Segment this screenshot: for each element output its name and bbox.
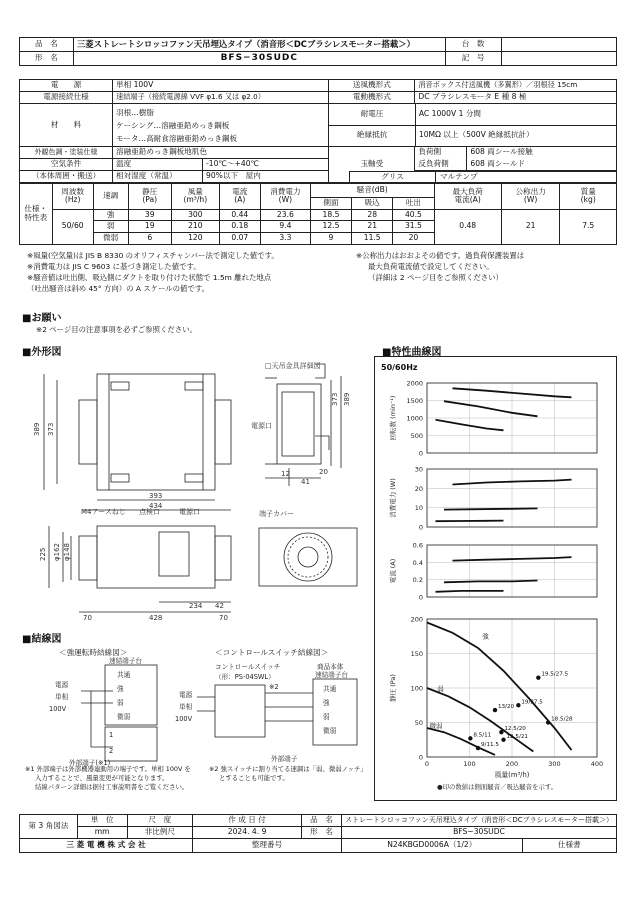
table-row: 50/60 強 39 300 0.44 23.6 18.5 28 40.5 0.48 21 7.5 — [20, 209, 617, 221]
notes-left: ※風量(空気量)は JIS B 8330 のオリフィスチャンバー法で測定した値です。 ※消費電力は JIS C 9603 に基づき測定した値です。 ※騒音値は吐出側、吸込側にダクトを取り付けた状態で 1.5m 離れた地点 （吐出騒音は斜め 45° 方向）の A スケールの値です。 — [27, 251, 279, 293]
svg-text:20: 20 — [319, 468, 328, 476]
spec-sub-key: 負荷側 — [415, 147, 467, 159]
svg-text:電源: 電源 — [55, 681, 69, 689]
symbol-label: 記 号 — [445, 52, 501, 66]
outline-top-body — [97, 374, 215, 490]
x-tick-label: 400 — [590, 760, 604, 768]
spec-materials: 羽根…樹脂 ケーシング…溶融亜鉛めっき鋼板 モータ…高耐食溶融亜鉛めっき鋼板 — [113, 104, 329, 147]
svg-text:373: 373 — [47, 422, 55, 436]
svg-text:434: 434 — [149, 502, 163, 510]
table-row: 微弱 6 120 0.07 3.3 9 11.5 20 — [20, 233, 617, 245]
name-label: 品 名 — [20, 38, 74, 52]
series-line — [427, 623, 572, 751]
svg-text:1: 1 — [109, 731, 114, 739]
wiring-left-terminal-box — [105, 665, 157, 725]
y-axis-label: 電流 (A) — [389, 558, 397, 584]
spec-sub-key: 反負荷側 — [415, 159, 467, 171]
wiring-title: ■結線図 — [22, 634, 62, 645]
spec-key: 玉軸受 — [329, 147, 415, 183]
svg-text:※2: ※2 — [269, 683, 279, 691]
svg-text:微弱: 微弱 — [323, 727, 337, 735]
y-axis-label: 回転数 (min⁻¹) — [389, 395, 397, 441]
spec-value: -10℃〜+40℃ — [203, 159, 329, 171]
characteristic-chart — [375, 357, 616, 800]
svg-text:100V: 100V — [175, 715, 193, 723]
y-tick-label: 0.4 — [412, 558, 423, 567]
y-tick-label: 100 — [410, 684, 423, 693]
svg-text:389: 389 — [33, 422, 41, 436]
wiring-left-title: ＜強運転時結線図＞ — [59, 648, 128, 657]
svg-text:373: 373 — [331, 392, 339, 406]
svg-text:φ148: φ148 — [63, 543, 71, 561]
outline-top-outlet — [215, 400, 231, 464]
spec-value: 消音ボックス付送風機（多翼形）／羽根径 15cm — [415, 80, 617, 92]
spec-value: 溶融亜鉛めっき鋼板地肌色 — [113, 147, 329, 159]
count-value — [501, 38, 616, 52]
svg-text:強: 強 — [323, 699, 330, 707]
y-tick-label: 1000 — [406, 414, 423, 423]
y-tick-label: 0 — [418, 593, 423, 602]
data-point — [546, 720, 550, 724]
spec-value: AC 1000V 1 分間 — [415, 104, 616, 125]
product-name: 三菱ストレートシロッコファン天吊埋込タイプ（消音形＜DCブラシレスモーター搭載＞） — [73, 38, 445, 52]
data-label: 8.5/11 — [473, 732, 492, 739]
data-point — [501, 738, 505, 742]
svg-text:弱: 弱 — [323, 713, 330, 721]
svg-text:234: 234 — [189, 602, 203, 610]
y-tick-label: 1500 — [406, 397, 423, 405]
header-table — [19, 37, 617, 66]
svg-text:外部端子: 外部端子 — [271, 755, 298, 763]
wiring-right-title: ＜コントロールスイッチ結線図＞ — [215, 648, 329, 657]
svg-text:393: 393 — [149, 492, 163, 500]
svg-text:単相: 単相 — [179, 703, 193, 711]
x-tick-label: 300 — [548, 760, 561, 768]
outline-title: ■外形図 — [22, 347, 62, 358]
y-tick-label: 200 — [410, 615, 423, 624]
svg-text:コントロールスイッチ: コントロールスイッチ — [215, 663, 281, 671]
curve-label: 弱 — [437, 684, 444, 693]
svg-text:225: 225 — [39, 547, 47, 561]
spec-key: 絶縁抵抗 — [329, 125, 415, 146]
data-label: 19/27.5 — [521, 699, 543, 706]
curve-label: 強 — [482, 632, 489, 641]
notes-right: ※公称出力はおおよその値です。過負荷保護装置は 最大負荷電流値で設定してください。 （詳細は 2 ページ目をご参照ください） — [356, 251, 525, 282]
svg-text:電源: 電源 — [179, 691, 193, 699]
perf-label: 仕様・ 特性表 — [20, 184, 53, 245]
spec-value: 608 両シールド — [467, 159, 617, 171]
control-switch-box — [215, 685, 265, 737]
svg-text:70: 70 — [219, 614, 228, 622]
svg-text:70: 70 — [83, 614, 92, 622]
outline-label: M4アースねじ — [81, 508, 126, 516]
svg-text:単相: 単相 — [55, 693, 69, 701]
footer-table: 第 3 角図法 単 位 尺 度 作 成 日 付 品 名 ストレートシロッコファン天吊埋込タイプ（消音形＜DCブラシレスモーター搭載＞） mm 非比例尺 2024. 4. 9 形 名 BFS−30SUDC 三 菱 電 機 株 式 会 社 整理番号 N24KBGD0006A（1/2） 仕様書 — [19, 814, 617, 853]
data-label: 19.5/27.5 — [541, 671, 569, 678]
svg-text:共通: 共通 — [323, 685, 337, 693]
svg-text:速結端子台: 速結端子台 — [109, 657, 142, 665]
data-point — [476, 746, 480, 750]
model-label: 形 名 — [20, 52, 74, 66]
x-tick-label: 200 — [505, 760, 519, 768]
y-tick-label: 0.2 — [412, 576, 423, 585]
data-label: 13/20 — [498, 704, 515, 711]
svg-text:（形：PS-04SWL）: （形：PS-04SWL） — [215, 673, 275, 681]
spec-value: 608 両シール接触 — [467, 147, 617, 159]
outline-callout: □天吊金具詳細図 — [265, 362, 321, 370]
wiring-note-1: ※1 外部端子は外部機器連動用の端子です。単相 100V を 入力することで、風量変更が可能となります。 結線パターン詳細は据付工事説明書をご覧ください。 — [25, 765, 191, 791]
model-value: BFS−30SUDC — [73, 52, 445, 66]
specs-table — [19, 79, 617, 183]
outline-callout: 電源口 — [251, 422, 272, 430]
y-axis-label: 静圧 (Pa) — [389, 674, 397, 702]
chart-frame — [374, 356, 617, 801]
svg-text:100V: 100V — [49, 705, 67, 713]
data-label: 12.5/20 — [504, 726, 526, 733]
data-label: 18.5/28 — [551, 716, 573, 723]
chart-footnote: ●印の数値は側面騒音／吸込騒音を示す。 — [437, 783, 558, 791]
spec-key: グリス — [350, 172, 436, 182]
spec-key: 電 源 — [20, 80, 113, 92]
spec-value: 単相 100V — [113, 80, 329, 92]
wiring-note-2: ※2 強スイッチに割り当てる速調は「弱、微弱ノッチ」 とすることも可能です。 — [209, 765, 367, 782]
y-tick-label: 500 — [410, 432, 423, 440]
data-point — [493, 708, 497, 712]
y-axis-label: 消費電力 (W) — [389, 478, 397, 518]
spec-key: 空気条件 — [20, 159, 113, 171]
outline-label: 点検口 — [139, 508, 160, 516]
svg-text:外部端子(※1): 外部端子(※1) — [69, 759, 111, 767]
svg-text:弱: 弱 — [117, 699, 124, 707]
spec-value: マルテンプ — [440, 172, 478, 181]
chart-title: ■特性曲線図 — [382, 347, 442, 358]
notice-title: ■お願い — [22, 313, 62, 324]
x-axis-label: 風量(m³/h) — [494, 771, 530, 779]
company-name: 三 菱 電 機 株 式 会 社 — [20, 839, 193, 853]
y-tick-label: 20 — [414, 484, 423, 493]
svg-text:41: 41 — [301, 478, 310, 486]
svg-text:共通: 共通 — [117, 671, 131, 679]
series-line — [444, 581, 538, 583]
svg-text:微弱: 微弱 — [117, 713, 131, 721]
svg-text:42: 42 — [215, 602, 224, 610]
y-tick-label: 0 — [418, 753, 423, 762]
performance-table: 仕様・ 特性表 周波数 (Hz) 速調 静圧 (Pa) 風量 (m³/h) 電流 (A) 消費電力 (W) 騒音(dB) 最大負荷 電流(A) 公称出力 (W) 質量 (kg) 側面 吸込 吐出 50/60 強 39 300 0.44 23.6 18.5 28 40.5 0.48 21 7.5 弱 19 210 0.18 9.4 12.5 21 31.5 微弱 6 120 0.07 3.3 9 11.5 20 — [19, 183, 617, 245]
y-tick-label: 10 — [414, 504, 423, 513]
spec-sub-key: 温度 — [113, 159, 203, 171]
svg-text:2: 2 — [109, 747, 114, 755]
spec-key: 耐電圧 — [329, 104, 415, 125]
svg-text:12: 12 — [281, 470, 290, 478]
notice-text: ※2 ページ目の注意事項を必ずご参照ください。 — [36, 325, 197, 334]
spec-key: 材 料 — [20, 104, 113, 147]
outline-label: 端子カバー — [259, 510, 294, 518]
svg-text:φ162: φ162 — [53, 543, 61, 561]
y-tick-label: 0 — [418, 523, 423, 532]
outline-front-body — [97, 526, 215, 588]
x-tick-label: 100 — [463, 760, 476, 768]
svg-text:商品本体: 商品本体 — [317, 663, 344, 671]
data-point — [468, 736, 472, 740]
y-tick-label: 2000 — [406, 379, 423, 388]
svg-text:389: 389 — [343, 392, 351, 406]
svg-text:428: 428 — [149, 614, 163, 622]
spec-sub-key: 相対湿度（常温） — [113, 171, 203, 183]
data-point — [516, 703, 520, 707]
data-label: 9/11.5 — [481, 742, 499, 749]
series-line — [444, 401, 538, 416]
y-tick-label: 0.6 — [412, 541, 423, 550]
y-tick-label: 50 — [414, 719, 423, 727]
spec-key: 送風機形式 — [329, 80, 415, 92]
series-line — [436, 521, 504, 522]
series-line — [444, 508, 538, 509]
count-label: 台 数 — [445, 38, 501, 52]
spec-key: 電源接続仕様 — [20, 92, 113, 104]
y-tick-label: 30 — [414, 465, 423, 474]
curve-label: 微弱 — [429, 722, 443, 731]
table-row: 弱 19 210 0.18 9.4 12.5 21 31.5 — [20, 221, 617, 233]
spec-value: 速結端子（接続電源線 VVF φ1.6 又は φ2.0） — [113, 92, 329, 104]
outline-label: 電源口 — [179, 508, 200, 516]
data-label: 12.5/21 — [506, 733, 528, 740]
series-line — [436, 591, 504, 592]
spec-value: 10MΩ 以上（500V 絶縁抵抗計） — [415, 125, 616, 146]
wiring-section — [19, 645, 371, 797]
y-tick-label: 0 — [418, 449, 423, 458]
symbol-value — [501, 52, 616, 66]
spec-key: （本体周囲・搬送） — [20, 171, 113, 183]
svg-text:速結端子台: 速結端子台 — [315, 671, 348, 679]
data-point — [536, 675, 540, 679]
outline-top-inlet — [79, 400, 97, 464]
chart-freq: 50/60Hz — [381, 363, 418, 372]
spec-key: 外観色調・塗装仕様 — [20, 147, 113, 159]
svg-text:強: 強 — [117, 685, 124, 693]
y-tick-label: 150 — [410, 650, 423, 658]
spec-key: 電動機形式 — [329, 92, 415, 104]
spec-value: 90%以下 屋内 — [203, 171, 329, 183]
outline-drawing — [19, 356, 371, 626]
data-point — [499, 730, 503, 734]
x-tick-label: 0 — [424, 760, 430, 768]
spec-value: DC ブラシレスモータ E 種 8 極 — [415, 92, 617, 104]
